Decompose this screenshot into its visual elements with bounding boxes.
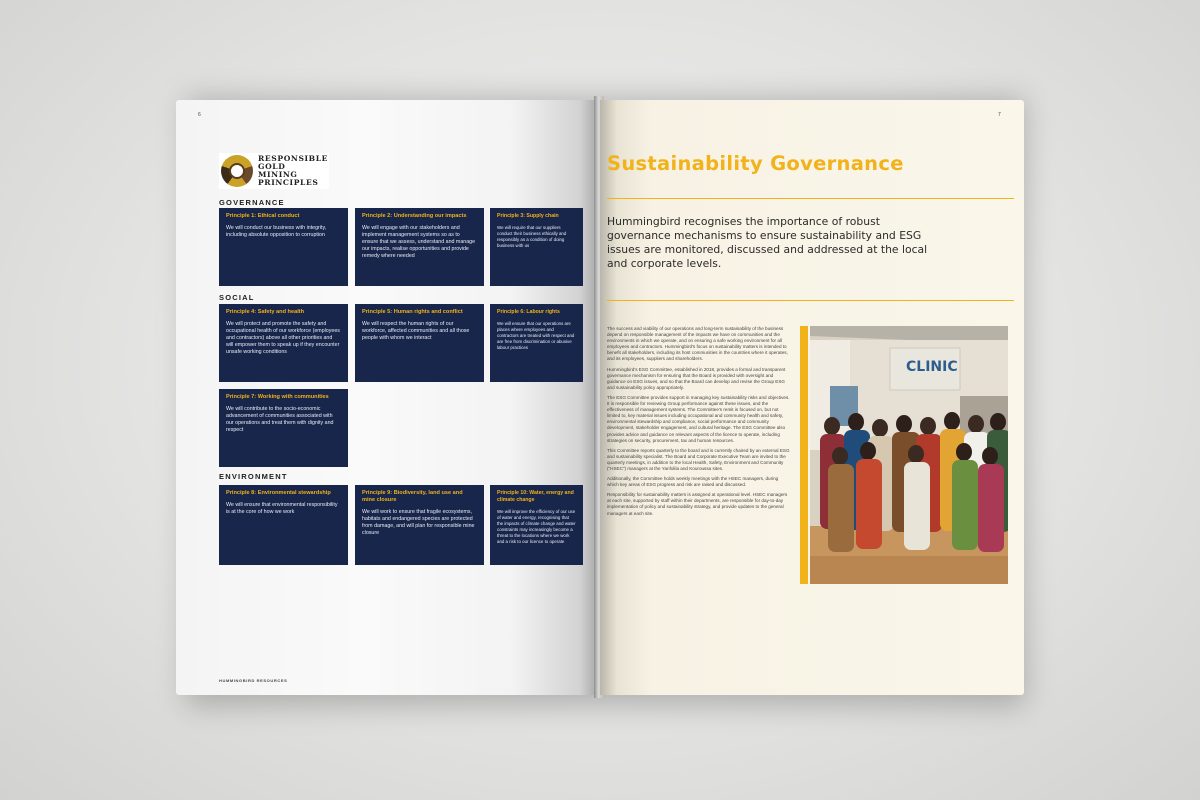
rgmp-logo: [219, 153, 329, 189]
principle-title: Principle 2: Understanding our impacts: [362, 213, 467, 219]
paragraph: Additionally, the Committee holds weekly meetings with the HSEC managers, during which key areas of ESG progress and risk are raised and discussed.: [607, 476, 779, 488]
principle-title: Principle 9: Biodiversity, land use and mine closure: [362, 490, 463, 503]
section-environment: ENVIRONMENT: [219, 472, 288, 481]
principle-body: We will require that our suppliers conduct their business ethically and responsibly as a condition of doing business with us: [497, 225, 567, 248]
paragraph: The success and viability of our operations and long-term sustainability of the business depend on responsible management of the impacts we have on communities and the environments in which we operate, and on ensuring a safe working environment for all employees and contractors. Hummingbird's focus on sustainability matters is intended to benefit all stakeholders, including its host communities in the countries where it operates, and its employees, suppliers and shareholders.: [607, 326, 788, 362]
principle-title: Principle 4: Safety and health: [226, 309, 305, 315]
principle-body: We will contribute to the socio-economic advancement of communities associated with our operations and treat them with dignity and respect: [226, 406, 334, 433]
footer-company: HUMMINGBIRD RESOURCES: [219, 678, 288, 683]
page-heading: Sustainability Governance: [607, 152, 904, 175]
left-page: [176, 100, 597, 695]
logo-line-1: RESPONSIBLE: [258, 154, 329, 163]
principle-card-2: [355, 208, 484, 286]
right-page: [600, 100, 1024, 695]
page-number-right: 7: [998, 112, 1001, 118]
principle-card-4: [219, 304, 348, 382]
photo-accent-bar: [800, 326, 808, 584]
rgmp-emblem-icon: [221, 155, 253, 187]
principle-title: Principle 1: Ethical conduct: [226, 213, 300, 219]
principle-body: We will ensure that environmental responsibility is at the core of how we work: [226, 502, 338, 515]
principle-body: We will work to ensure that fragile ecosystems, habitats and endangered species are protected from damage, and will plan for responsible mine closure: [362, 509, 475, 536]
section-governance: GOVERNANCE: [219, 198, 285, 207]
clinic-sign-text: CLINIC: [906, 359, 958, 375]
intro-divider: [607, 300, 1014, 301]
principle-title: Principle 7: Working with communities: [226, 394, 329, 400]
logo-line-4: PRINCIPLES: [258, 177, 319, 187]
paragraph: Responsibility for sustainability matters is assigned at operational level. HSEC managers at each site, supported by staff within their departments, are responsible for day-to-day implementation of policy and sustainability strategy, and provide updates to the general managers at each site.: [607, 492, 788, 516]
principle-title: Principle 10: Water, energy and climate change: [497, 490, 574, 503]
photo-image: [810, 326, 1008, 584]
page-number-left: 6: [198, 112, 201, 118]
section-social: SOCIAL: [219, 293, 255, 302]
heading-divider: [607, 198, 1014, 199]
principle-title: Principle 3: Supply chain: [497, 213, 559, 219]
principle-title: Principle 5: Human rights and conflict: [362, 309, 463, 315]
principle-body: We will respect the human rights of our workforce, affected communities and all those people with whom we interact: [362, 321, 470, 341]
intro-statement: Hummingbird recognises the importance of robust governance mechanisms to ensure sustainability and ESG issues are monitored, discussed and addressed at the local and corporate levels.: [607, 215, 928, 270]
clinic-photo: [800, 326, 1008, 584]
principle-title: Principle 6: Labour rights: [497, 309, 560, 315]
body-text: [607, 326, 791, 521]
principle-card-5: [355, 304, 484, 382]
logo-line-3: MINING: [258, 169, 298, 179]
principle-body: We will conduct our business with integrity, including absolute opposition to corruption: [226, 225, 327, 238]
principle-card-1: [219, 208, 348, 286]
principle-card-10: [490, 485, 583, 565]
principle-body: We will protect and promote the safety and occupational health of our workforce (employees and contractors) above all other priorities and will empower them to speak up if they encounter unsafe working conditions: [226, 321, 340, 355]
paragraph: Hummingbird's ESG Committee, established in 2018, provides a formal and transparent governance mechanism for ensuring that the Board is provided with oversight and guidance on ESG issues, and so that the Board can develop and revise the Group ESG and sustainability policy appropriately.: [607, 366, 786, 390]
principle-card-6: [490, 304, 583, 382]
principle-body: We will improve the efficiency of our use of water and energy, recognising that the impacts of climate change and water constraints may increasingly become a threat to the locations where we work and a risk to our licence to operate: [497, 509, 576, 544]
principle-body: We will ensure that our operations are places where employees and contractors are treated with respect and are free from discrimination or abusive labour practices: [497, 321, 575, 350]
principle-title: Principle 8: Environmental stewardship: [226, 490, 331, 496]
paragraph: This Committee reports quarterly to the board and is currently chaired by an external ESG and sustainability specialist. The Board and Corporate Executive Team are invited to the quarterly meetings, in addition to the local Health, Safety, Environment and Community ("HSEC") managers at the Yanfolila and Kouroussa sites.: [607, 447, 790, 471]
principle-card-8: [219, 485, 348, 565]
principle-card-7: [219, 389, 348, 467]
principle-card-9: [355, 485, 484, 565]
principle-body: We will engage with our stakeholders and implement management systems so as to ensure that we assess, understand and manage our impacts, realise opportunities and provide remedy where needed: [362, 225, 476, 259]
paragraph: The ESG Committee provides support in managing key sustainability risks and objectives. It is responsible for reviewing Group performance against these issues, and the effectiveness of management systems. The Committee's remit is focused on, but not limited to, key material issues including occupational and community health and safety, environmental stewardship and compliance, social performance and community development, stakeholder engagement, and cultural heritage. The ESG Committee also provides advice and guidance on relevant aspects of the licence to operate, including strategies on security, procurement, tax and human resources.: [607, 394, 790, 443]
logo-line-2: GOLD: [258, 161, 286, 171]
principle-card-3: [490, 208, 583, 286]
